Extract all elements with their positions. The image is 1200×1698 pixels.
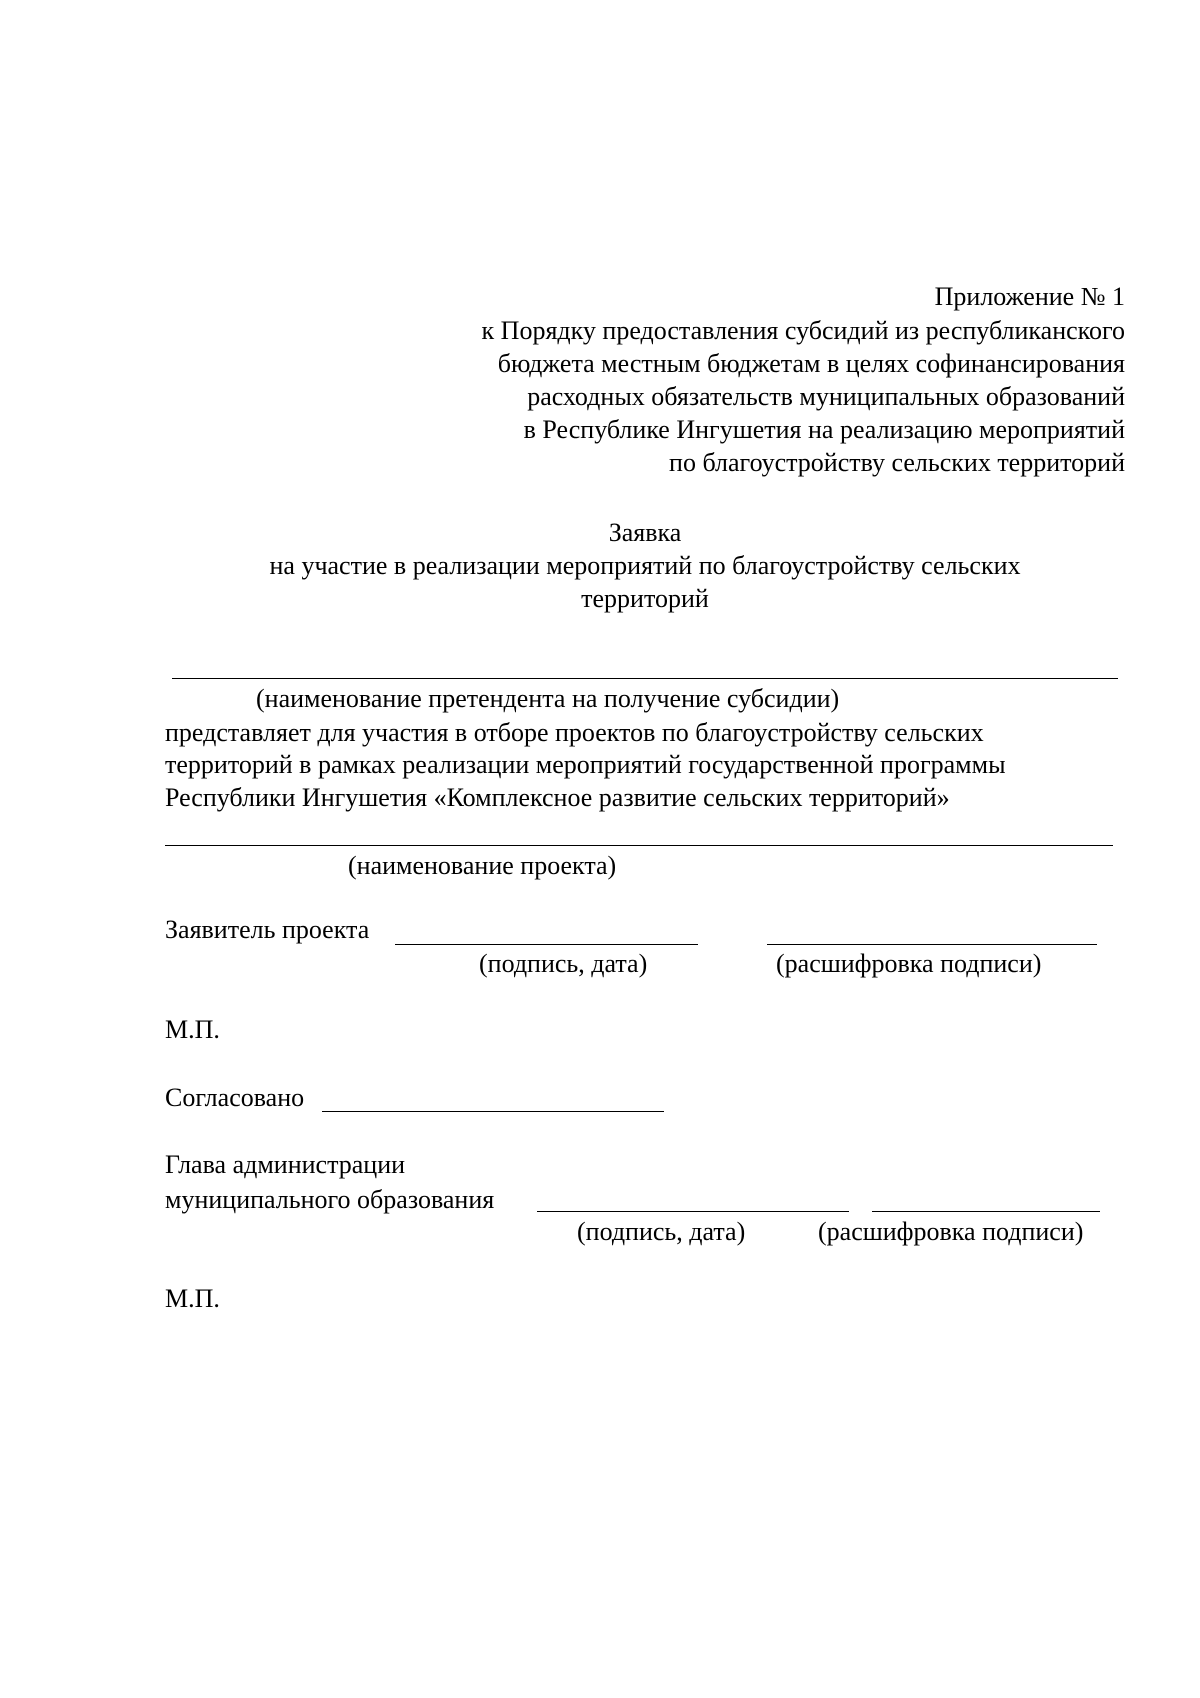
body-line: представляет для участия в отборе проектов по благоустройству сельских [165,718,984,747]
agreed-signature-line [322,1111,664,1112]
head-decode-caption: (расшифровка подписи) [818,1217,1084,1246]
appendix-line: бюджета местным бюджетам в целях софинансирования [497,349,1125,378]
signer-label: Заявитель проекта [165,915,370,944]
appendix-line: к Порядку предоставления субсидий из республиканского [481,316,1125,345]
signer-decode-line [767,944,1097,945]
appendix-title: Приложение № 1 [934,282,1125,311]
body-line: Республики Ингушетия «Комплексное развитие сельских территорий» [165,783,950,812]
signer-signature-line [395,944,698,945]
stamp-placeholder: М.П. [165,1015,220,1044]
project-name-line [165,845,1113,846]
signer-sign-caption: (подпись, дата) [479,949,648,978]
appendix-line: в Республике Ингушетия на реализацию мероприятий [523,415,1125,444]
document-title: Заявка [608,518,682,547]
signer-decode-caption: (расшифровка подписи) [776,949,1042,978]
appendix-line: по благоустройству сельских территорий [669,448,1125,477]
applicant-name-line [172,678,1118,679]
head-sign-caption: (подпись, дата) [577,1217,746,1246]
document-subtitle: на участие в реализации мероприятий по благоустройству сельских [269,551,1021,580]
body-line: территорий в рамках реализации мероприятий государственной программы [165,750,1006,779]
applicant-name-caption: (наименование претендента на получение субсидии) [256,684,840,713]
appendix-line: расходных обязательств муниципальных образований [527,382,1125,411]
head-label: Глава администрации [165,1150,406,1179]
head-label: муниципального образования [165,1185,495,1214]
document-subtitle: территорий [581,584,709,613]
agreed-label: Согласовано [165,1083,305,1112]
head-decode-line [872,1211,1100,1212]
project-name-caption: (наименование проекта) [348,851,617,880]
head-signature-line [537,1211,849,1212]
stamp-placeholder: М.П. [165,1284,220,1313]
